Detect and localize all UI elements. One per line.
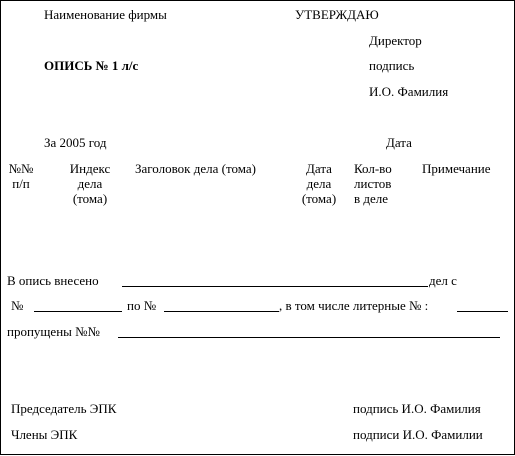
members-label: Члены ЭПК [11, 427, 78, 442]
cases-from-label: дел с [429, 273, 457, 288]
literal-numbers-blank [457, 311, 508, 312]
column-header-note: Примечание [422, 161, 491, 176]
members-signatures: подписи И.О. Фамилии [353, 427, 483, 442]
number-sign: № [11, 298, 24, 313]
missed-numbers-blank [118, 337, 500, 338]
signature-label: подпись [369, 58, 415, 73]
column-header-index: Индекс дела (тома) [69, 161, 111, 206]
year-label: За 2005 год [44, 135, 107, 150]
to-number-label: по № [127, 298, 157, 313]
approve-label: УТВЕРЖДАЮ [295, 7, 379, 22]
column-header-number: №№ п/п [8, 161, 34, 191]
chairman-label: Председатель ЭПК [11, 401, 117, 416]
column-header-title: Заголовок дела (тома) [135, 161, 256, 176]
to-number-blank [164, 311, 279, 312]
director-name: И.О. Фамилия [369, 84, 449, 99]
doc-title: ОПИСЬ № 1 л/с [44, 58, 139, 73]
included-count-blank [122, 286, 428, 287]
including-label: , в том числе литерные № : [279, 298, 429, 313]
column-header-date: Дата дела (тома) [301, 161, 337, 206]
company-name-label: Наименование фирмы [44, 7, 167, 22]
director-label: Директор [369, 33, 422, 48]
missed-label: пропущены №№ [7, 324, 100, 339]
column-header-sheets: Кол-во листов в деле [354, 161, 392, 206]
chairman-signature: подпись И.О. Фамилия [353, 401, 481, 416]
from-number-blank [34, 311, 122, 312]
included-label: В опись внесено [7, 273, 99, 288]
date-label: Дата [386, 135, 412, 150]
